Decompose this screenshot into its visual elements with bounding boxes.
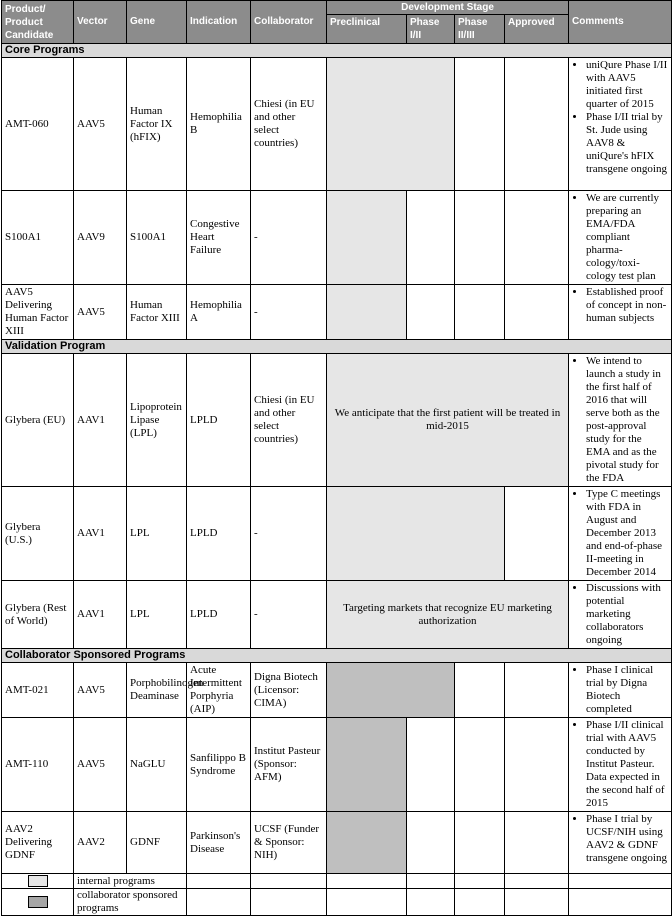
header-comments: Comments (569, 1, 672, 44)
cell-comments (569, 487, 672, 581)
cell-comments (569, 285, 672, 340)
cell-product: AMT-060 (2, 58, 74, 191)
table-row (2, 718, 672, 812)
table-row (2, 354, 672, 487)
cell-collaborator: Chiesi (in EU and other select countries) (251, 354, 327, 487)
legend-empty-cell (251, 874, 327, 889)
stage-cell-empty (407, 812, 455, 874)
section-row (2, 649, 672, 663)
cell-product: AMT-110 (2, 718, 74, 812)
comment-item: • We intend to launch a study in the first half of 2016 that will serve both as the post-approval study for the EMA and as the pivotal study for the FDA (586, 355, 668, 485)
cell-collaborator: - (251, 191, 327, 285)
cell-collaborator: - (251, 581, 327, 649)
cell-product: Glybera (U.S.) (2, 487, 74, 581)
header-approved: Approved (505, 15, 569, 44)
legend-empty-cell (569, 874, 672, 889)
cell-comments (569, 581, 672, 649)
progress-bar (327, 191, 407, 285)
table-row (2, 58, 672, 191)
comment-item: • Phase I/II clinical trial with AAV5 conducted by Institut Pasteur. Data expected in the second half of 2015 (586, 719, 668, 810)
cell-collaborator: Institut Pasteur (Sponsor: AFM) (251, 718, 327, 812)
cell-collaborator: UCSF (Funder & Sponsor: NIH) (251, 812, 327, 874)
legend-empty-cell (187, 874, 251, 889)
table-header (2, 1, 672, 44)
header-preclinical: Preclinical (327, 15, 407, 44)
cell-vector: AAV5 (74, 718, 127, 812)
progress-bar (327, 718, 407, 812)
cell-collaborator: Digna Biotech (Licensor: CIMA) (251, 663, 327, 718)
legend-empty-cell (569, 889, 672, 916)
legend-empty-cell (327, 874, 407, 889)
progress-bar (327, 285, 407, 340)
stage-cell-empty (407, 191, 455, 285)
legend-empty-cell (327, 889, 407, 916)
stage-cell-empty (455, 285, 505, 340)
cell-indication: Parkinson's Disease (187, 812, 251, 874)
comment-item: • Type C meetings with FDA in August and December 2013 and end-of-phase II-meeting in December 2014 (586, 488, 668, 579)
cell-product: AMT-021 (2, 663, 74, 718)
legend-internal-label: internal programs (74, 874, 187, 889)
comment-item: • Discussions with potential marketing collaborators ongoing (586, 582, 668, 647)
progress-bar: Targeting markets that recognize EU marketing authorization (327, 581, 569, 649)
stage-cell-empty (505, 191, 569, 285)
stage-cell-empty (505, 663, 569, 718)
stage-cell-empty (455, 663, 505, 718)
legend-empty-cell (251, 889, 327, 916)
cell-vector: AAV2 (74, 812, 127, 874)
table-row (2, 285, 672, 340)
legend-collaborator-row (2, 889, 672, 916)
cell-vector: AAV9 (74, 191, 127, 285)
header-phase23: Phase II/III (455, 15, 505, 44)
section-row (2, 340, 672, 354)
cell-product: S100A1 (2, 191, 74, 285)
header-indication: Indication (187, 1, 251, 44)
legend-empty-cell (407, 874, 455, 889)
stage-cell-empty (505, 487, 569, 581)
legend-empty-cell (505, 889, 569, 916)
cell-indication: LPLD (187, 354, 251, 487)
cell-gene: Human Factor IX (hFIX) (127, 58, 187, 191)
section-title: Validation Program (2, 340, 672, 354)
legend-internal-swatch (28, 875, 48, 887)
stage-cell-empty (505, 718, 569, 812)
cell-product: Glybera (Rest of World) (2, 581, 74, 649)
progress-bar (327, 487, 505, 581)
comment-list (572, 286, 668, 325)
comment-list (572, 664, 668, 716)
comment-list (572, 355, 668, 485)
cell-gene: NaGLU (127, 718, 187, 812)
progress-bar (327, 812, 407, 874)
section-row (2, 44, 672, 58)
table-row (2, 663, 672, 718)
comment-item: • uniQure Phase I/II with AAV5 initiated first quarter of 2015 (586, 59, 668, 111)
progress-bar: We anticipate that the first patient will be treated in mid-2015 (327, 354, 569, 487)
comment-list (572, 582, 668, 647)
cell-collaborator: - (251, 285, 327, 340)
cell-vector: AAV5 (74, 663, 127, 718)
header-collaborator: Collaborator (251, 1, 327, 44)
cell-indication: LPLD (187, 487, 251, 581)
cell-gene: GDNF (127, 812, 187, 874)
header-product: Product/ Product Candidate (2, 1, 74, 44)
comment-item: • Established proof of concept in non-human subjects (586, 286, 668, 325)
cell-collaborator: - (251, 487, 327, 581)
header-vector: Vector (74, 1, 127, 44)
cell-vector: AAV5 (74, 285, 127, 340)
legend-empty-cell (455, 889, 505, 916)
stage-cell-empty (407, 285, 455, 340)
cell-vector: AAV1 (74, 354, 127, 487)
legend-collaborator-label: collaborator sponsored programs (74, 889, 187, 916)
table-row (2, 191, 672, 285)
section-title: Collaborator Sponsored Programs (2, 649, 672, 663)
legend-internal-row (2, 874, 672, 889)
legend-empty-cell (505, 874, 569, 889)
cell-vector: AAV1 (74, 581, 127, 649)
comment-item: • Phase I trial by UCSF/NIH using AAV2 & GDNF transgene ongoing (586, 813, 668, 865)
cell-comments (569, 812, 672, 874)
cell-product: Glybera (EU) (2, 354, 74, 487)
comment-list (572, 59, 668, 176)
legend-empty-cell (187, 889, 251, 916)
table-row (2, 487, 672, 581)
cell-vector: AAV1 (74, 487, 127, 581)
cell-indication: Hemophilia A (187, 285, 251, 340)
comment-list (572, 813, 668, 865)
cell-comments (569, 58, 672, 191)
comment-item: • Phase I clinical trial by Digna Biotech completed (586, 664, 668, 716)
stage-cell-empty (455, 58, 505, 191)
cell-indication: Hemophilia B (187, 58, 251, 191)
cell-product: AAV5 Delivering Human Factor XIII (2, 285, 74, 340)
header-phase12: Phase I/II (407, 15, 455, 44)
comment-list (572, 719, 668, 810)
table-row (2, 812, 672, 874)
pipeline-table (1, 0, 672, 916)
stage-cell-empty (455, 191, 505, 285)
comment-list (572, 192, 668, 283)
cell-gene: LPL (127, 487, 187, 581)
header-gene: Gene (127, 1, 187, 44)
cell-indication: LPLD (187, 581, 251, 649)
legend-empty-cell (407, 889, 455, 916)
comment-item: • We are currently preparing an EMA/FDA compliant pharma-cology/toxi-cology test plan (586, 192, 668, 283)
cell-vector: AAV5 (74, 58, 127, 191)
table-body (2, 44, 672, 916)
comment-list (572, 488, 668, 579)
legend-internal-swatch-cell (2, 874, 74, 889)
cell-indication: Sanfilippo B Syndrome (187, 718, 251, 812)
cell-product: AAV2 Delivering GDNF (2, 812, 74, 874)
stage-cell-empty (505, 58, 569, 191)
legend-collaborator-swatch-cell (2, 889, 74, 916)
legend-collaborator-swatch (28, 896, 48, 908)
cell-comments (569, 718, 672, 812)
stage-cell-empty (407, 718, 455, 812)
section-title: Core Programs (2, 44, 672, 58)
progress-bar (327, 58, 455, 191)
cell-gene: Porphobilinogen Deaminase (127, 663, 187, 718)
cell-comments (569, 354, 672, 487)
stage-cell-empty (505, 285, 569, 340)
cell-indication: Acute Intermittent Porphyria (AIP) (187, 663, 251, 718)
stage-cell-empty (505, 812, 569, 874)
stage-cell-empty (455, 718, 505, 812)
cell-gene: Human Factor XIII (127, 285, 187, 340)
cell-gene: LPL (127, 581, 187, 649)
header-development-stage: Development Stage (327, 1, 569, 15)
progress-bar (327, 663, 455, 718)
comment-item: • Phase I/II trial by St. Jude using AAV8 & uniQure's hFIX transgene ongoing (586, 111, 668, 176)
cell-comments (569, 191, 672, 285)
cell-indication: Congestive Heart Failure (187, 191, 251, 285)
cell-comments (569, 663, 672, 718)
cell-gene: S100A1 (127, 191, 187, 285)
legend-empty-cell (455, 874, 505, 889)
table-row (2, 581, 672, 649)
cell-collaborator: Chiesi (in EU and other select countries) (251, 58, 327, 191)
cell-gene: Lipoprotein Lipase (LPL) (127, 354, 187, 487)
stage-cell-empty (455, 812, 505, 874)
